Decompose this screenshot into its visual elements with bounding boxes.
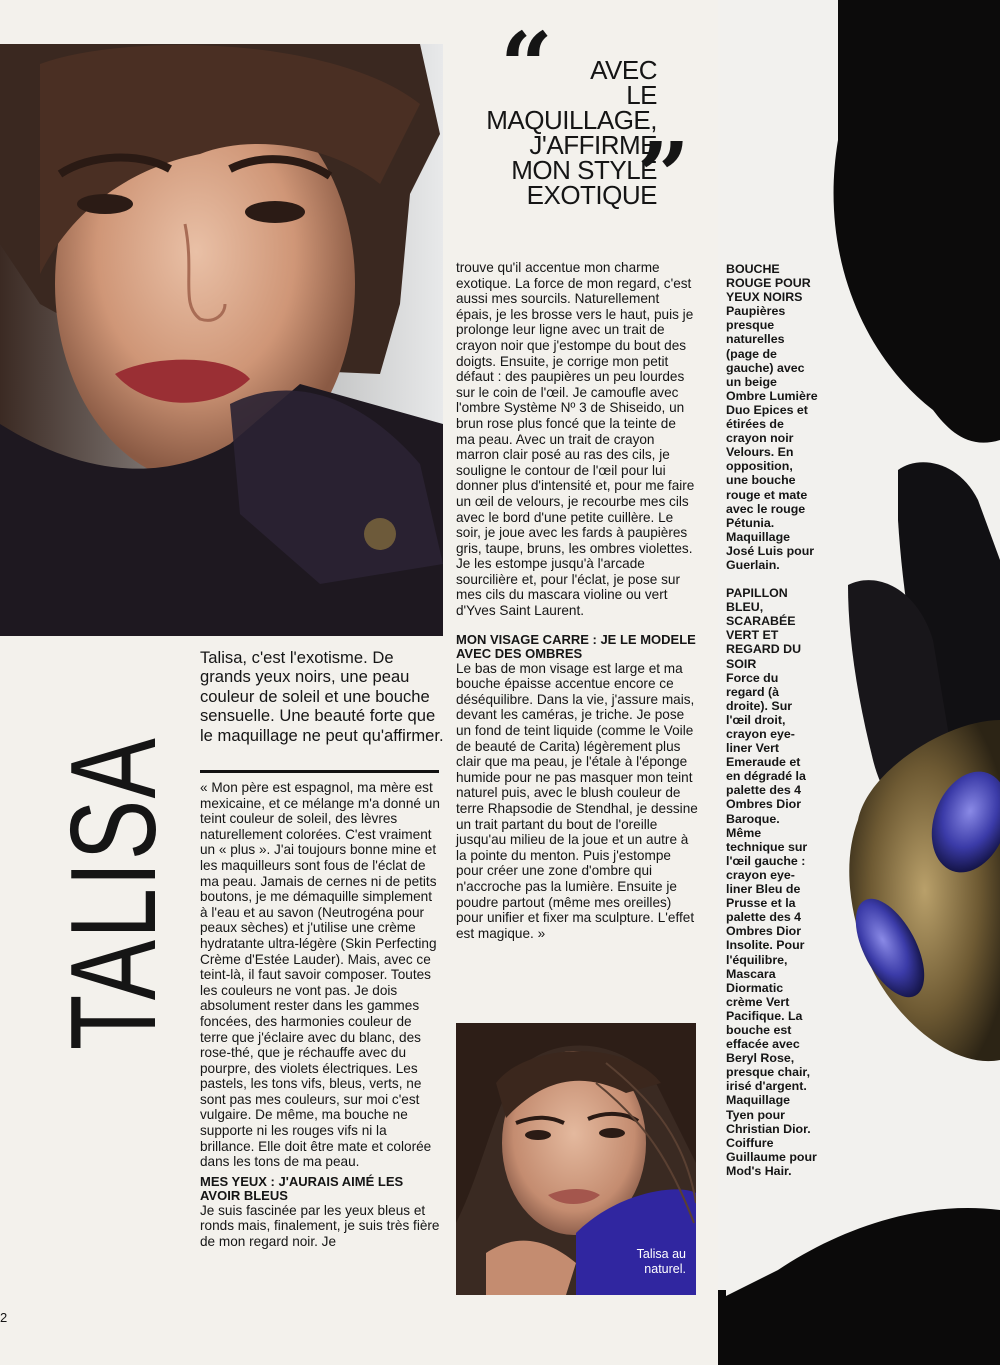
pull-quote-line: EXOTIQUE [526,180,657,210]
pull-quote-line: MON STYLE [511,155,657,185]
open-quote-mark: “ [500,12,539,120]
photo-caption: Talisa au naturel. [636,1247,686,1276]
column-2 [456,260,698,941]
portrait-photo [0,44,443,636]
intro-paragraph: Talisa, c'est l'exotisme. De grands yeux noirs, une peau couleur de soleil et une bouche sensuelle. Une beauté forte que le maquillage ne peut qu'affirmer. [200,648,444,745]
pull-quote-line: LE MAQUILLAGE, [486,80,657,135]
title-text: TALISA [45,736,181,1050]
close-quote-mark: ” [637,122,676,230]
column-1 [200,780,440,1250]
caption-2 [726,586,818,1178]
caption-2-text: Force du regard (à droite). Sur l'œil droit, crayon eye-liner Vert Emeraude et en dégradé la palette des 4 Ombres Dior Baroque. Même technique sur l'œil gauche : crayon eye-liner Bleu de Prusse et la palette des 4 Ombres Dior Insolite. Pour l'équilibre, Mascara Diormatic crème Vert Pacifique. La bouche est effacée avec Beryl Rose, presque chair, irisé d'argent. Maquillage Tyen pour Christian Dior. Coiffure Guillaume pour Mod's Hair. [726,670,817,1178]
caption-1-heading: BOUCHE ROUGE POUR YEUX NOIRS [726,262,811,305]
caption-1-text: Paupières presque naturelles (page de gauche) avec un beige Ombre Lumière Duo Epices et étirées de crayon noir Velours. En opposition, une bouche rouge et mate avec le rouge Pétunia. Maquillage José Luis pour Guerlain. [726,304,818,572]
feature-title [45,650,181,1050]
section-heading-eyes: MES YEUX : J'AURAIS AIMÉ LES AVOIR BLEUS [200,1173,404,1203]
caption-2-heading: PAPILLON BLEU, SCARABÉE VERT ET REGARD DU SOIR [726,586,802,671]
divider-rule [200,770,439,773]
natural-photo [456,1023,696,1295]
column-2-body: trouve qu'il accentue mon charme exotique. La force de mon regard, c'est aussi mes sourcils. Naturellement épais, je les brosse vers le haut, puis je prolonge leur ligne avec un trait de crayon noir que j'estompe du bout des doigts. Ensuite, je corrige mon petit défaut : des paupières un peu lourdes sur le coin de l'œil. Je camoufle avec l'ombre Système Nº 3 de Shiseido, un brun rose plus foncé que la teinte de ma peau. Avec un trait de crayon marron clair posé au ras des cils, je souligne le contour de l'œil pour lui donner plus d'intensité et, pour me faire un œil de velours, je recourbe mes cils avec le bord d'une petite cuillère. Le soir, je joue avec les fards à paupières gris, taupe, bruns, les ombres violettes. Je les estompe jusqu'à l'arcade sourcilière et, pour l'éclat, je pose sur mes cils du mascara violine ou vert d'Yves Saint Laurent. [456,260,695,619]
pull-quote [455,12,715,230]
caption-column [726,262,818,1178]
caption-1 [726,262,818,572]
pull-quote-line: J'AFFIRME [529,130,657,160]
pull-quote-line: AVEC [590,55,657,85]
column-1-body-2: Je suis fascinée par les yeux bleus et ronds mais, finalement, je suis très fière de mon regard noir. Je [200,1202,440,1250]
section-heading-face: MON VISAGE CARRE : JE LE MODELE AVEC DES OMBRES [456,631,696,661]
column-1-body: « Mon père est espagnol, ma mère est mexicaine, et ce mélange m'a donné un teint couleur de soleil, des lèvres naturellement colorées. C'est vraiment un « plus ». J'ai toujours bonne mine et les maquilleurs sont fous de l'éclat de ma peau. Jamais de cernes ni de petits boutons, je me démaquille simplement à l'eau et au savon (Neutrogéna pour peaux sèches) et j'utilise une crème hydratante ultra-légère (Skin Perfecting Crème d'Estée Lauder). Mais, avec ce teint-là, il faut savoir composer. Toutes les couleurs ne vont pas. Je dois absolument rester dans les gammes foncées, des harmonies couleur de terre que j'éclaire avec du blanc, des rose-thé, que je réchauffe avec du pourpre, des violets électriques. Les pastels, les tons vifs, bleus, verts, ne sont pas mes couleurs, sur moi c'est vulgaire. De même, ma bouche ne supporte ni les rouges vifs ni la brillance. Elle doit être mate et colorée dans les tons de ma peau. [200,780,440,1170]
page-number: 2 [0,1310,8,1325]
column-2-body-2: Le bas de mon visage est large et ma bouche épaisse accentue encore ce déséquilibre. Dans la vie, j'assure mais, devant les caméras, je triche. Je pose un fond de teint liquide (comme le Voile de beauté de Carita) légèrement plus clair que ma peau, je l'étale à l'éponge humide pour ne pas masquer mon teint naturel puis, avec le blush couleur de terre Rhapsodie de Stendhal, je dessine un trait partant du bout de l'oreille jusqu'au milieu de la joue et un autre à la pointe du menton. Puis j'estompe pour créer une zone d'ombre qui n'accroche pas la lumière. Ensuite je poudre partout (même mes oreilles) pour unifier et fixer ma sculpture. L'effet est magique. » [456,660,698,941]
